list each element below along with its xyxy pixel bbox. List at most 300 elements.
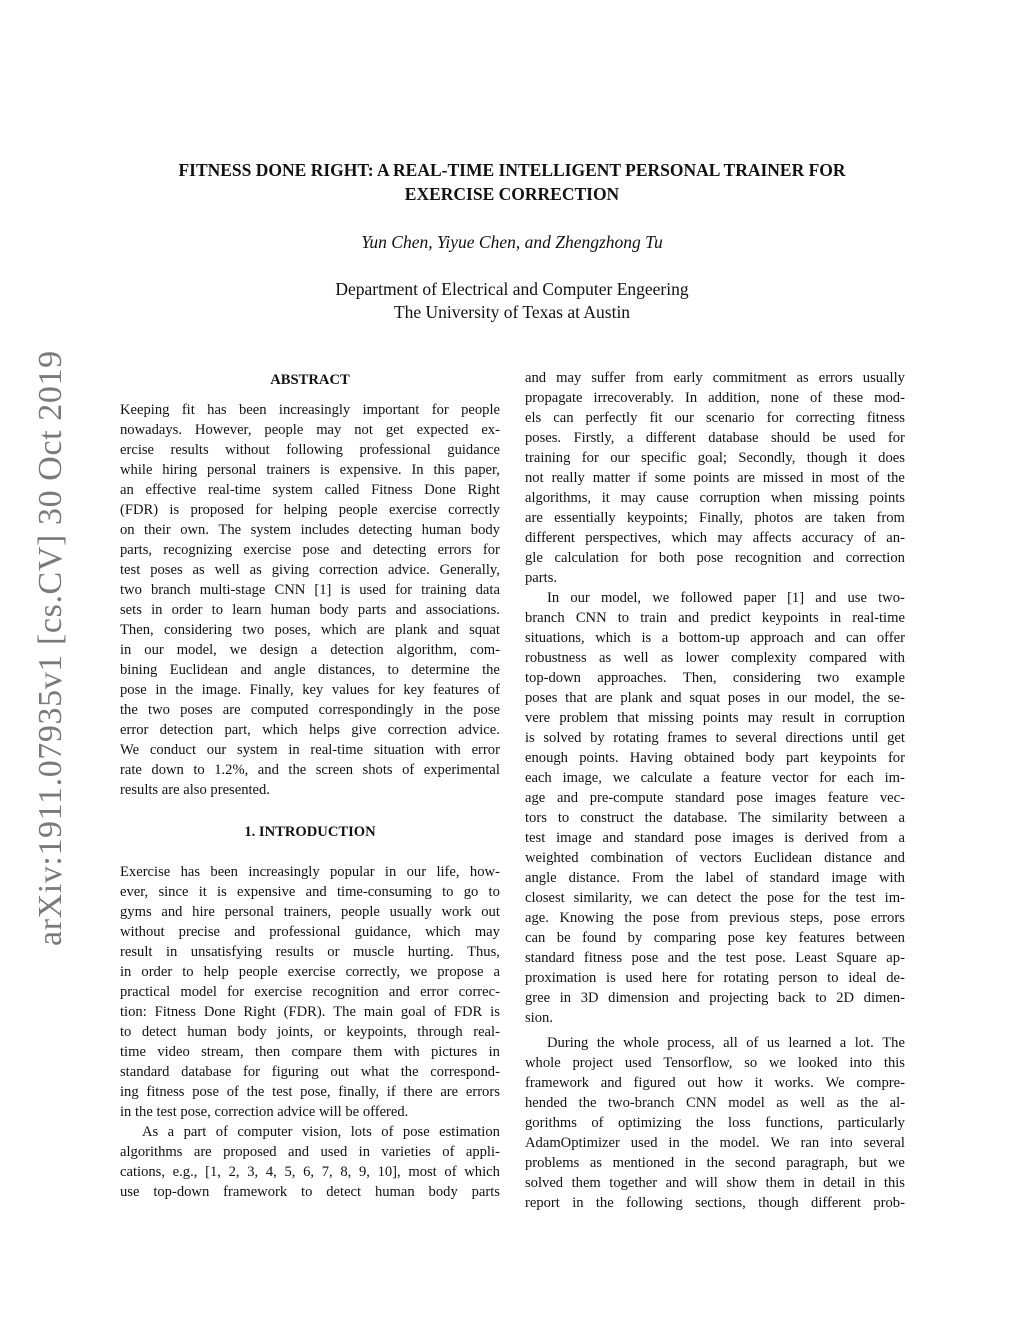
word: paper, [464,462,500,478]
word: in [829,610,842,626]
word: two [120,582,142,598]
affiliation [100,278,924,324]
word: 7, [321,1164,333,1180]
word: correc- [458,984,500,1000]
word: as [836,1095,849,1111]
word: from [876,510,905,526]
text-line [525,808,905,828]
text-line [120,440,500,460]
word: following [626,1195,683,1211]
word: to [301,1184,313,1200]
text-line [120,740,500,760]
text-line [120,962,500,982]
word: an- [886,530,905,546]
word: steps, [790,910,823,926]
word: of [866,470,880,486]
word: age. [525,910,549,926]
word: be [556,930,571,946]
word: considering [732,670,801,686]
word: in [803,1175,815,1191]
word: detect [326,1184,362,1200]
word: is [319,462,330,478]
word: back [778,990,806,1006]
word: increasingly [248,864,320,880]
text-line [120,1082,500,1102]
word: well [799,1095,826,1111]
word: similarity [772,810,828,826]
word: prob- [873,1195,905,1211]
word: test [725,950,746,966]
word: pose. [755,950,786,966]
word: person [778,970,818,986]
word: image [556,830,592,846]
word: 3D [580,990,599,1006]
word: error [120,722,149,738]
word: while [120,462,153,478]
word: angle [525,870,557,886]
text-line [525,1133,905,1153]
word: (FDR). [283,1004,326,1020]
word: into [849,1055,873,1071]
word: with [434,742,461,758]
word: al- [889,1095,905,1111]
word: parts, [120,542,153,558]
word: may [556,370,582,386]
word: closest [525,890,565,906]
word: personal [207,462,257,478]
word: correction [318,562,379,578]
word: weighted [525,850,579,866]
word: keypoints; [626,510,688,526]
word: branch [525,610,565,626]
word: the [246,1084,265,1100]
word: rotating [613,730,659,746]
word: since [158,884,189,900]
word: none [770,390,800,406]
word: with [878,650,905,666]
word: result [120,944,153,960]
word: training [421,582,467,598]
word: by [627,930,643,946]
word: us [766,1035,780,1051]
word: people [264,422,304,438]
word: paper [743,590,776,606]
word: each [525,770,552,786]
word: we [641,890,659,906]
word: calculation [554,550,619,566]
word: by [590,730,605,746]
text-line [525,648,905,668]
text-line [525,1073,905,1093]
right-paragraph-3 [525,1033,905,1213]
word: ever, [120,884,149,900]
word: dimen- [863,990,905,1006]
word: Done [424,482,456,498]
word: model [180,984,217,1000]
word: whole [623,1035,659,1051]
word: and [288,1144,310,1160]
word: video [157,1044,190,1060]
affiliation-line-2: The University of Texas at Austin [393,302,631,322]
word: particularly [837,1115,905,1131]
word: correspondingly [318,702,414,718]
word: to [193,762,205,778]
word: obtained [684,750,735,766]
word: missing [648,710,694,726]
word: ideal [848,970,877,986]
abstract-body [120,400,500,800]
word: learned [788,1035,832,1051]
word: main [363,1004,393,1020]
word: report [525,1195,560,1211]
word: the [445,702,464,718]
word: hurting. [407,944,454,960]
word: human [421,522,462,538]
word: advice. [458,722,500,738]
word: guidance [447,442,500,458]
word: vec- [879,790,905,806]
word: suffer [591,370,626,386]
text-line [525,1053,905,1073]
word: in [572,1195,584,1211]
word: also [183,782,211,798]
word: the [860,1095,879,1111]
word: into [830,1135,853,1151]
text-line [120,600,500,620]
word: design [259,642,298,658]
word: FDR [453,1004,483,1020]
word: give [351,722,377,738]
word: label [705,870,734,886]
word: we [229,642,247,658]
word: solved [543,730,582,746]
word: pose [473,702,500,718]
word: to [387,662,399,678]
word: own. [180,522,210,538]
word: errors [437,542,472,558]
word: early [673,370,703,386]
word: a [493,964,500,980]
word: taken [833,510,866,526]
text-line [120,760,500,780]
word: our [610,450,630,466]
word: perfectly [585,410,638,426]
word: hended [525,1095,568,1111]
word: the [644,810,663,826]
word: propose [437,964,484,980]
word: However, [194,422,252,438]
word: helps [309,722,340,738]
text-line [120,400,500,420]
word: The [882,1035,905,1051]
word: 4, [265,1164,277,1180]
word: points. [579,750,619,766]
word: help [203,964,229,980]
word: test [855,890,876,906]
word: key [302,682,324,698]
intro-paragraph-1 [120,862,500,1122]
word: figuring [271,1064,319,1080]
word: CNN [274,582,306,598]
word: Done [203,1004,236,1020]
word: to [211,602,224,618]
word: AdamOptimizer [525,1135,620,1151]
word: com- [470,642,500,658]
word: 2D [836,990,855,1006]
word: that [565,690,588,706]
word: [1] [787,590,805,606]
word: project [572,1055,614,1071]
word: finally, [338,1084,380,1100]
word: giving [271,562,310,578]
word: to [557,810,570,826]
text-line [525,448,905,468]
word: plank [395,622,428,638]
word: of [433,1004,447,1020]
word: of [746,1035,759,1051]
word: here [661,970,688,986]
word: without [120,924,165,940]
word: approaches. [597,670,667,686]
word: exercise [287,964,336,980]
word: the [578,1095,597,1111]
word: get [887,730,905,746]
word: correcting [795,410,855,426]
word: ing [120,1084,139,1100]
word: pose [696,550,724,566]
word: in [155,682,167,698]
word: body [428,1184,458,1200]
word: photos [754,510,794,526]
word: professional [269,924,341,940]
word: derived [804,830,849,846]
word: specific [641,450,687,466]
word: considering [163,622,233,638]
word: 1.2%, [214,762,249,778]
text-line [525,548,905,568]
word: dimension [608,990,669,1006]
text-line [120,922,500,942]
word: several [863,1135,905,1151]
word: used [320,1144,348,1160]
text-line [120,1042,500,1062]
word: algorithms [120,1144,183,1160]
word: increasingly [278,402,351,418]
text-line [525,1173,905,1193]
word: We [825,1075,845,1091]
word: the [706,1155,725,1171]
text-line [120,500,500,520]
word: In [547,590,560,606]
right-paragraph-1 [525,368,905,588]
word: poses [150,562,183,578]
word: correctly, [345,964,401,980]
word: to [827,970,839,986]
word: pose [766,890,794,906]
authors: Yun Chen, Yiyue Chen, and Zhengzhong Tu [361,232,663,252]
word: the [596,1035,615,1051]
word: two [148,702,170,718]
word: solved [525,1175,564,1191]
word: During [547,1035,589,1051]
word: pose [302,542,330,558]
word: the [675,870,694,886]
word: how- [469,864,500,880]
word: database [708,430,759,446]
word: and [161,904,183,920]
word: it [754,1075,763,1091]
word: as [660,650,674,666]
word: 10], [377,1164,401,1180]
text-line [525,668,905,688]
word: go [463,884,479,900]
word: functions, [765,1115,824,1131]
word: it [601,490,610,506]
text-line [525,488,905,508]
word: pose, [180,1104,215,1120]
word: offer [876,630,905,646]
text-line [525,368,905,388]
word: is [784,830,795,846]
word: out [687,1075,707,1091]
word: are [366,622,385,638]
word: works. [774,1075,814,1091]
word: usually [389,904,432,920]
word: the [120,702,138,718]
word: recognizing [163,542,233,558]
word: for [431,402,449,418]
word: can [525,930,546,946]
word: this [883,1055,905,1071]
word: calculate [640,770,693,786]
text-line [120,862,500,882]
introduction-heading: 1. INTRODUCTION [244,824,376,840]
text-line [525,788,905,808]
word: of [675,850,688,866]
word: several [735,730,777,746]
word: between [838,810,888,826]
word: poses [727,690,761,706]
word: recognition [312,984,379,1000]
word: a [167,1124,175,1140]
word: features [798,930,845,946]
word: as [598,650,612,666]
word: which [671,530,708,546]
word: in [120,964,132,980]
word: of [863,530,876,546]
word: points [869,490,905,506]
word: pictures [431,1044,478,1060]
text-line [525,768,905,788]
word: in [864,1175,876,1191]
word: as [776,1095,789,1111]
word: distance [824,850,872,866]
word: most [408,1164,437,1180]
text-line [120,720,500,740]
word: Having [629,750,673,766]
word: but [858,1155,878,1171]
word: errors [465,1084,500,1100]
word: the [288,762,307,778]
word: errors [818,370,853,386]
word: to [488,884,500,900]
word: which [262,722,298,738]
word: is [340,582,351,598]
word: corruption [844,710,905,726]
word: age [525,790,546,806]
word: Exercise [120,864,171,880]
word: an [120,482,134,498]
word: loss [728,1115,751,1131]
word: in [288,742,300,758]
word: real-time [852,610,905,626]
word: cations, [120,1164,165,1180]
word: framework [223,1184,288,1200]
text-line [525,508,905,528]
text-line [120,942,500,962]
word: perspectives, [585,530,662,546]
word: similarity, [573,890,633,906]
word: usually [862,370,905,386]
word: used [624,1055,652,1071]
word: though [758,1195,799,1211]
word: and [602,830,624,846]
word: As [142,1124,159,1140]
word: is [490,1004,500,1020]
word: as [589,1155,603,1171]
word: people [340,904,380,920]
text-line [525,1193,905,1213]
word: and [525,370,547,386]
word: appli- [465,1144,500,1160]
paper-title [100,158,924,206]
word: 2, [228,1164,240,1180]
word: offered. [362,1104,409,1120]
word: parts. [525,570,558,586]
word: train [640,610,667,626]
word: the [887,470,905,486]
word: irrecoverably. [593,390,675,406]
word: can [553,410,574,426]
word: Euclidean [169,662,229,678]
word: proposed [223,1144,277,1160]
text-line [120,1182,500,1202]
word: our [674,410,694,426]
word: them [571,1175,601,1191]
word: vere [525,710,551,726]
word: keypoints, [346,1024,407,1040]
word: test [120,562,141,578]
word: may [620,490,646,506]
word: detecting [372,542,427,558]
word: for [819,770,837,786]
word: points [693,470,730,486]
word: for [802,890,820,906]
word: body [319,602,349,618]
word: for [243,1064,261,1080]
text-line [525,628,905,648]
text-line [525,1093,905,1113]
word: well [623,650,649,666]
word: angle [273,662,306,678]
word: a [898,810,905,826]
word: From [632,870,664,886]
word: Then, [120,622,154,638]
word: trainers [266,462,311,478]
word: missed [762,470,804,486]
word: enough [525,750,568,766]
word: will [319,1104,346,1120]
